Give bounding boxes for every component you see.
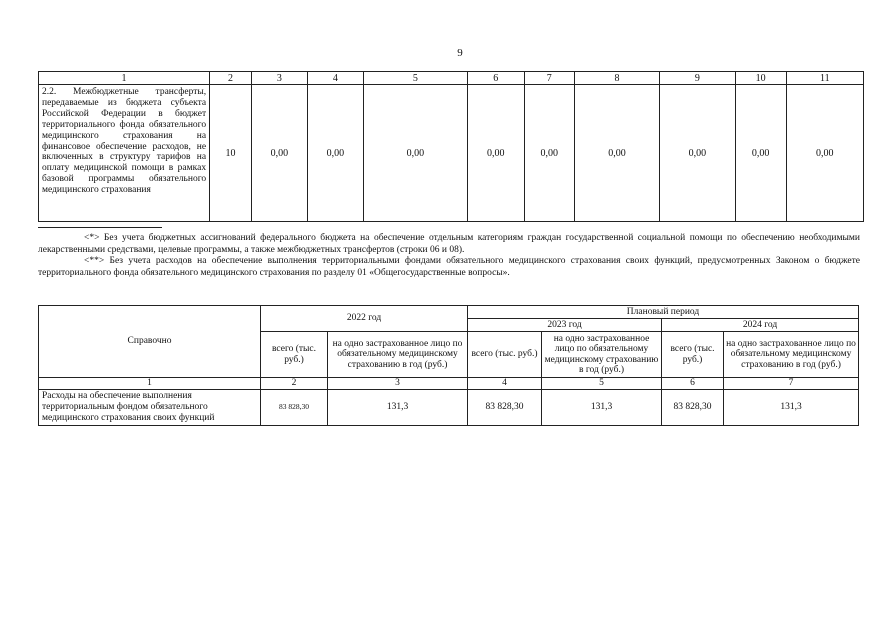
row-name: 2.2. Межбюджетные трансферты, передаваемые из бюджета субъекта Российской Федерации в бюджет территориального фонда обязательного медицинского страхования на финансовое обеспечение расходов, не включенных в структуру тарифов на оплату медицинской помощи в рамках базовой программы обязательного медицинского страхования [39, 85, 210, 222]
cell-value: 0,00 [524, 85, 574, 222]
col-number: 5 [363, 72, 467, 85]
cell-value: 0,00 [307, 85, 363, 222]
per-insured-header: на одно застрахованное лицо по обязательному медицинскому страхованию в год (руб.) [724, 332, 859, 378]
table-row [39, 390, 859, 426]
transfers-table [38, 71, 864, 222]
col-number: 10 [735, 72, 786, 85]
col-number: 2 [210, 72, 252, 85]
planned-period-header: Плановый период [468, 306, 859, 319]
cell-value: 83 828,30 [468, 390, 542, 426]
total-thousand-rub-header: всего (тыс. руб.) [468, 332, 542, 378]
col-number: 1 [39, 378, 261, 390]
cell-value: 0,00 [363, 85, 467, 222]
cell-value: 83 828,30 [662, 390, 724, 426]
col-number: 7 [724, 378, 859, 390]
cell-value: 83 828,30 [261, 390, 328, 426]
col-number: 3 [328, 378, 468, 390]
cell-value: 0,00 [660, 85, 735, 222]
footnote-divider [38, 227, 162, 228]
footnote-2: <**> Без учета расходов на обеспечение выполнения территориальными фондами обязательного медицинского страхования своих функций, предусмотренных Законом о бюджете территориального фонда обязательного медицинского страхования по разделу 01 «Общегосударственные вопросы». [38, 256, 860, 278]
column-number-row [39, 378, 859, 390]
table-row [39, 85, 864, 222]
col-number: 11 [786, 72, 863, 85]
reference-label: Справочно [39, 306, 261, 378]
row-code: 10 [210, 85, 252, 222]
col-number: 5 [542, 378, 662, 390]
col-number: 6 [467, 72, 524, 85]
col-number: 9 [660, 72, 735, 85]
cell-value: 131,3 [724, 390, 859, 426]
cell-value: 0,00 [251, 85, 307, 222]
page-number: 9 [457, 47, 463, 59]
year-2024-header: 2024 год [662, 319, 859, 332]
cell-value: 0,00 [467, 85, 524, 222]
footnote-1: <*> Без учета бюджетных ассигнований федерального бюджета на обеспечение отдельным категориям граждан государственной социальной помощи по обеспечению необходимыми лекарственными средствами, целевые программы, а также межбюджетных трансфертов (строки 06 и 08). [38, 233, 860, 255]
table-header-row [39, 72, 864, 85]
cell-value: 0,00 [735, 85, 786, 222]
row-name: Расходы на обеспечение выполнения территориальным фондом обязательного медицинского страхования своих функций [39, 390, 261, 426]
col-number: 7 [524, 72, 574, 85]
col-number: 1 [39, 72, 210, 85]
cell-value: 131,3 [542, 390, 662, 426]
cell-value: 0,00 [574, 85, 660, 222]
cell-value: 0,00 [786, 85, 863, 222]
col-number: 2 [261, 378, 328, 390]
reference-table [38, 305, 859, 426]
col-number: 8 [574, 72, 660, 85]
cell-value: 131,3 [328, 390, 468, 426]
total-thousand-rub-header: всего (тыс. руб.) [261, 332, 328, 378]
per-insured-header: на одно застрахованное лицо по обязательному медицинскому страхованию в год (руб.) [328, 332, 468, 378]
per-insured-header: на одно застрахованное лицо по обязательному медицинскому страхованию в год (руб.) [542, 332, 662, 378]
col-number: 6 [662, 378, 724, 390]
year-2023-header: 2023 год [468, 319, 662, 332]
year-2022-header: 2022 год [261, 306, 468, 332]
col-number: 4 [307, 72, 363, 85]
col-number: 4 [468, 378, 542, 390]
total-thousand-rub-header: всего (тыс. руб.) [662, 332, 724, 378]
col-number: 3 [251, 72, 307, 85]
